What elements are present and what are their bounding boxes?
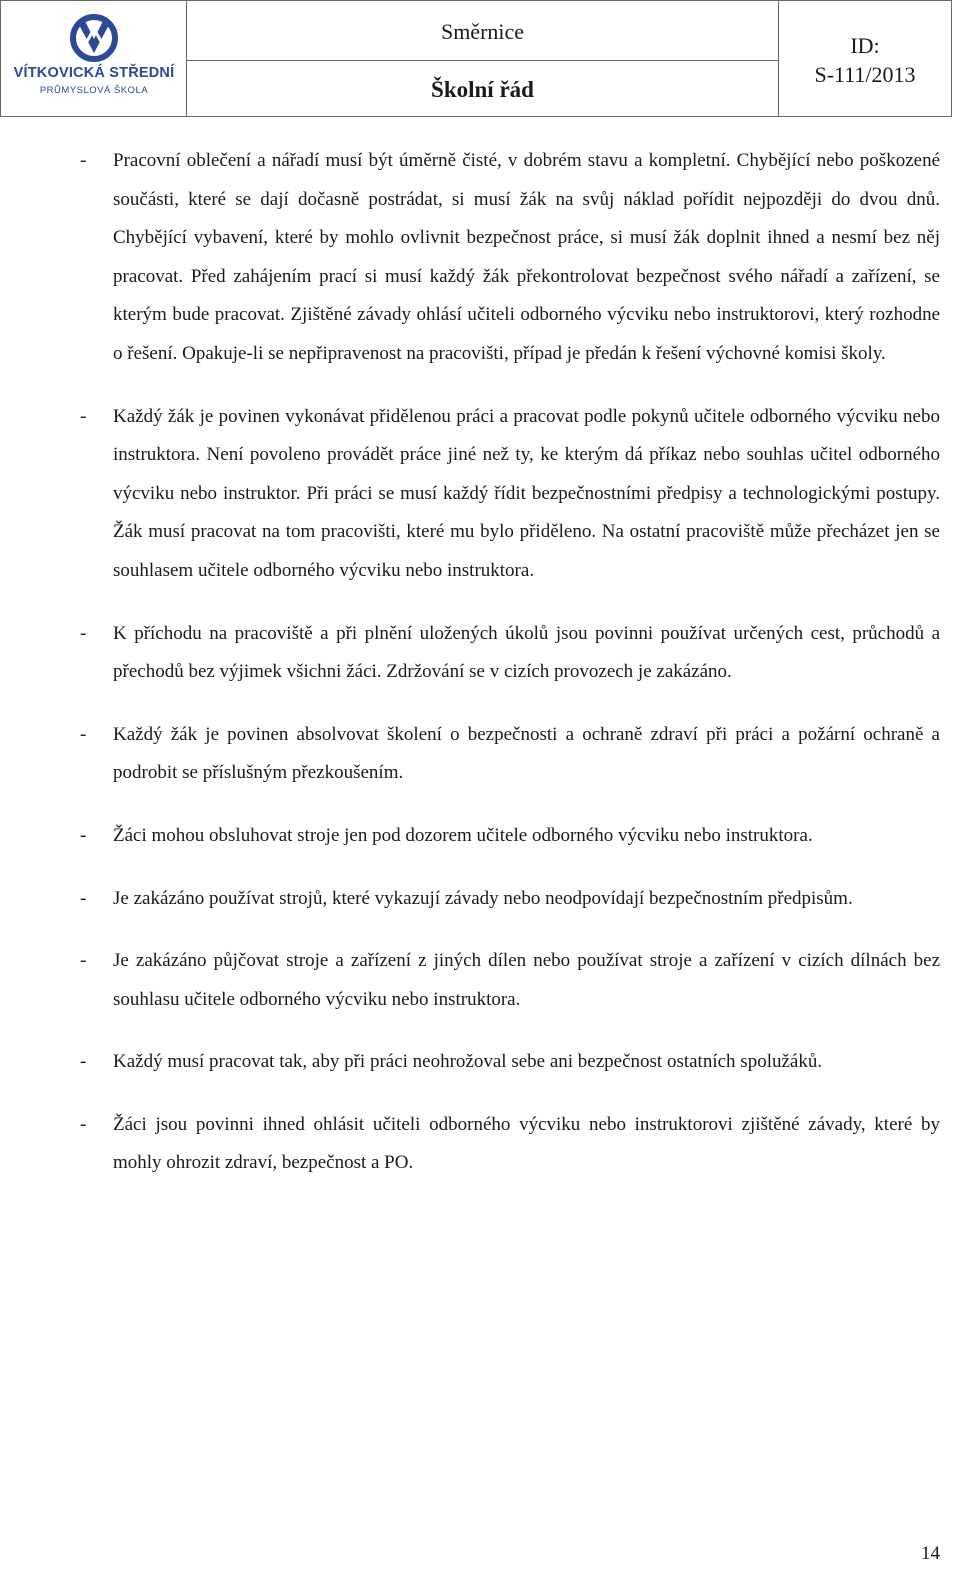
list-dash: - <box>80 622 87 644</box>
list-dash: - <box>80 887 87 909</box>
rule-text: Každý musí pracovat tak, aby při práci neohrožoval sebe ani bezpečnost ostatních spolužáků. <box>113 1051 823 1073</box>
rule-item <box>80 716 940 793</box>
rule-text: Je zakázáno používat strojů, které vykazují závady nebo neodpovídají bezpečnostním předpisům. <box>113 887 853 909</box>
rule-text: Pracovní oblečení a nářadí musí být úměrně čisté, v dobrém stavu a kompletní. Chybějící nebo poškozené součásti, které se dají dočasně postrádat, si musí žák na svůj náklad pořídit nejpozději do dvou dnů. Chybějící vybavení, které by mohlo ovlivnit bezpečnost práce, si musí žák doplnit ihned a nesmí bez něj pracovat. Před zahájením prací si musí každý žák překontrolovat bezpečnost svého nářadí a zařízení, se kterým bude pracovat. Zjištěné závady ohlásí učiteli odborného výcviku nebo instruktorovi, který rozhodne o řešení. Opakuje-li se nepřipravenost na pracovišti, případ je předán k řešení výchovné komisi školy. <box>113 150 940 364</box>
rule-item <box>80 615 940 692</box>
id-label: ID: <box>850 33 880 58</box>
school-logo-cell <box>1 1 187 116</box>
document-body <box>80 142 940 1207</box>
document-header <box>0 0 952 117</box>
rule-item <box>80 942 940 1019</box>
rule-text: Žáci mohou obsluhovat stroje jen pod dozorem učitele odborného výcviku nebo instruktora. <box>113 824 813 846</box>
rule-item <box>80 142 940 374</box>
rule-text: Žáci jsou povinni ihned ohlásit učiteli odborného výcviku nebo instruktorovi zjištěné závady, které by mohly ohrozit zdraví, bezpečnost a PO. <box>113 1113 940 1174</box>
rule-text: K příchodu na pracoviště a při plnění uložených úkolů jsou povinni používat určených cest, průchodů a přechodů bez výjimek všichni žáci. Zdržování se v cizích provozech je zakázáno. <box>113 622 940 683</box>
rule-text: Je zakázáno půjčovat stroje a zařízení z jiných dílen nebo používat stroje a zařízení v cizích dílnách bez souhlasu učitele odborného výcviku nebo instruktora. <box>113 950 940 1010</box>
list-dash: - <box>80 150 87 171</box>
list-dash: - <box>80 723 87 745</box>
document-id <box>779 31 951 89</box>
list-dash: - <box>80 1113 87 1135</box>
rule-item <box>80 817 940 856</box>
document-type: Směrnice <box>187 1 778 61</box>
id-value: S-111/2013 <box>814 62 916 87</box>
list-dash: - <box>80 1051 87 1073</box>
list-dash: - <box>80 824 87 846</box>
rule-item <box>80 1043 940 1082</box>
school-subtitle: PRŮMYSLOVÁ ŠKOLA <box>39 85 149 96</box>
rule-text: Každý žák je povinen absolvovat školení o bezpečnosti a ochraně zdraví při práci a požární ochraně a podrobit se příslušným přezkoušením. <box>113 723 940 784</box>
id-cell <box>779 1 951 116</box>
document-title: Školní řád <box>431 77 534 102</box>
page-number: 14 <box>921 1543 940 1564</box>
list-dash: - <box>80 950 87 972</box>
school-name: VÍTKOVICKÁ STŘEDNÍ <box>13 65 175 81</box>
rule-text: Každý žák je povinen vykonávat přidělenou práci a pracovat podle pokynů učitele odborného výcviku nebo instruktora. Není povoleno provádět práce jiné než ty, ke kterým dá příkaz nebo souhlas učitel odborného výcviku nebo instruktor. Při práci se musí každý řídit bezpečnostními předpisy a technologickými postupy. Žák musí pracovat na tom pracovišti, které mu bylo přiděleno. Na ostatní pracoviště může přecházet jen se souhlasem učitele odborného výcviku nebo instruktora. <box>113 405 940 581</box>
rule-item <box>80 1106 940 1183</box>
list-dash: - <box>80 405 87 427</box>
title-cell <box>187 1 779 116</box>
rule-item <box>80 880 940 919</box>
rule-item <box>80 398 940 591</box>
school-emblem-icon <box>63 13 125 63</box>
